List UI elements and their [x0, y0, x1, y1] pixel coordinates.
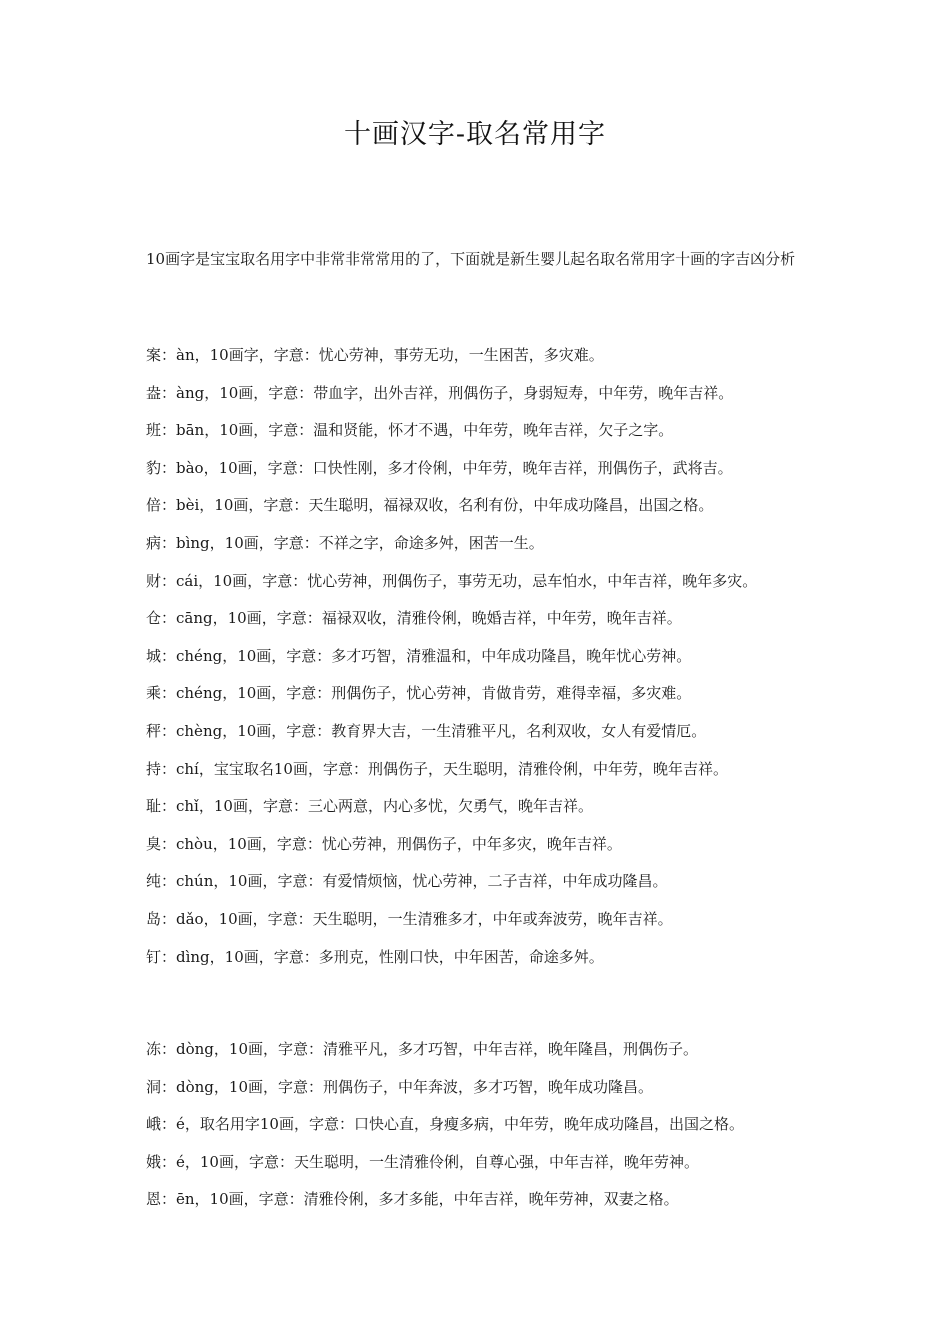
character-entry: 冻：dòng，10画，字意：清雅平凡，多才巧智，中年吉祥，晚年隆昌，刑偶伤子。	[146, 1040, 698, 1058]
character-entry: 倍：bèi，10画，字意：天生聪明，福禄双收，名利有份，中年成功隆昌，出国之格。	[146, 496, 714, 515]
character-entry: 乘：chéng，10画，字意：刑偶伤子，忧心劳神，肯做肯劳，难得幸福，多灾难。	[146, 684, 692, 703]
character-entry: 岛：dǎo，10画，字意：天生聪明，一生清雅多才，中年或奔波劳，晚年吉祥。	[146, 909, 673, 928]
character-entry: 仓：cāng，10画，字意：福禄双收，清雅伶俐，晚婚吉祥，中年劳，晚年吉祥。	[146, 609, 682, 628]
character-entry: 秤：chèng，10画，字意：教育界大吉，一生清雅平凡，名利双收，女人有爱情厄。	[146, 721, 707, 740]
character-entry: 恩：ēn，10画，字意：清雅伶俐，多才多能，中年吉祥，晚年劳神，双妻之格。	[146, 1190, 679, 1209]
character-entry: 娥：é，10画，字意：天生聪明，一生清雅伶俐，自尊心强，中年吉祥，晚年劳神。	[146, 1152, 699, 1171]
character-entry: 耻：chǐ，10画，字意：三心两意，内心多忧，欠勇气，晚年吉祥。	[146, 797, 593, 816]
character-entry: 盎：àng，10画，字意：带血字，出外吉祥，刑偶伤子，身弱短寿，中年劳，晚年吉祥。	[146, 383, 734, 402]
character-entry: 洞：dòng，10画，字意：刑偶伤子，中年奔波，多才巧智，晚年成功隆昌。	[146, 1077, 653, 1096]
character-entry: 城：chéng，10画，字意：多才巧智，清雅温和，中年成功隆昌，晚年忧心劳神。	[146, 646, 692, 665]
character-entry: 峨：é，取名用字10画，字意：口快心直，身瘦多病，中年劳，晚年成功隆昌，出国之格。	[146, 1115, 744, 1134]
character-entry: 纯：chún，10画，字意：有爱情烦恼，忧心劳神，二子吉祥，中年成功隆昌。	[146, 872, 668, 891]
character-entry: 钉：dìng，10画，字意：多刑克，性刚口快，中年困苦，命途多舛。	[146, 947, 604, 966]
character-entry: 案：àn，10画字，字意：忧心劳神，事劳无功，一生困苦，多灾难。	[146, 346, 604, 364]
character-list-first	[146, 337, 846, 976]
character-entry: 豹：bào，10画，字意：口快性刚，多才伶俐，中年劳，晚年吉祥，刑偶伤子，武将吉。	[146, 458, 733, 477]
character-entry: 臭：chòu，10画，字意：忧心劳神，刑偶伤子，中年多灾，晚年吉祥。	[146, 834, 622, 853]
character-entry: 班：bān，10画，字意：温和贤能，怀才不遇，中年劳，晚年吉祥，欠子之字。	[146, 421, 674, 440]
character-entry: 持：chí，宝宝取名10画，字意：刑偶伤子，天生聪明，清雅伶俐，中年劳，晚年吉祥。	[146, 759, 728, 778]
character-entry: 病：bìng，10画，字意：不祥之字，命途多舛，困苦一生。	[146, 533, 544, 552]
intro-paragraph: 10画字是宝宝取名用字中非常非常常用的了，下面就是新生婴儿起名取名常用字十画的字吉凶分析	[146, 250, 796, 268]
document-title: 十画汉字-取名常用字	[343, 119, 607, 150]
character-list-second	[146, 1031, 846, 1219]
character-entry: 财：cái，10画，字意：忧心劳神，刑偶伤子，事劳无功，忌车怕水，中年吉祥，晚年多灾。	[146, 571, 758, 590]
